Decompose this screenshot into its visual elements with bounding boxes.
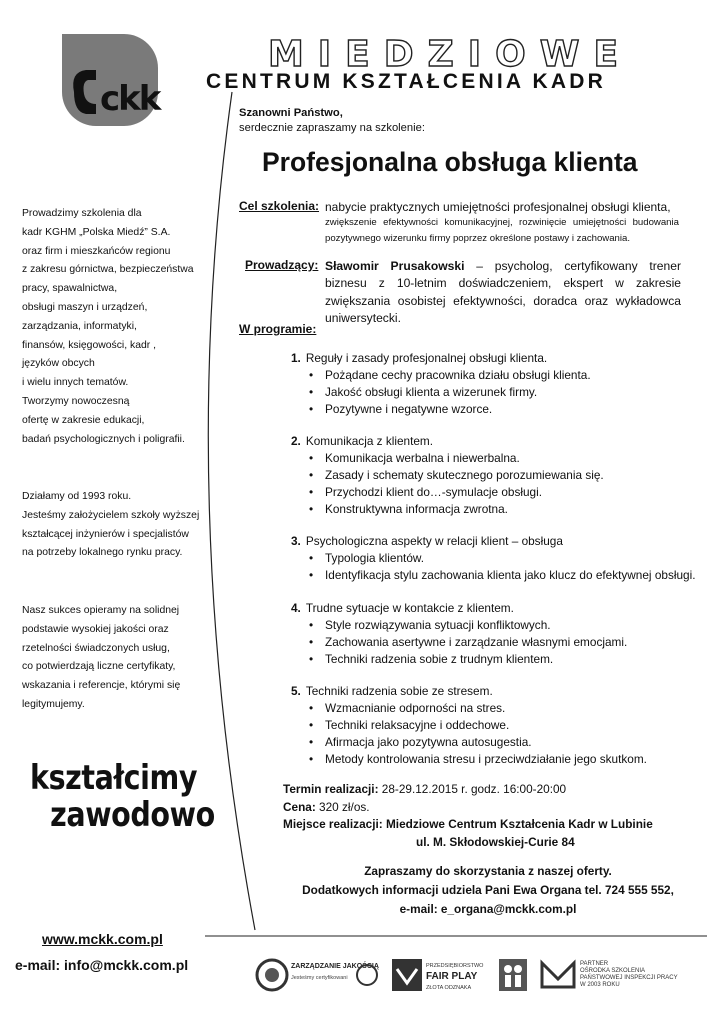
venue-value: Miedziowe Centrum Kształcenia Kadr w Lubinie (382, 817, 653, 831)
program-section (291, 600, 627, 668)
section-item: • Identyfikacja stylu zachowania klienta jako klucz do efektywnej obsługi. (309, 567, 696, 584)
intro-line: z zakresu górnictwa, bezpieczeństwa (22, 264, 194, 276)
intro-line: Prowadzimy szkolenia dla (22, 208, 142, 219)
section-item: • Przychodzi klient do…-symulacje obsługi. (309, 484, 604, 501)
fair-play-logo (392, 955, 492, 995)
svg-text:MIEDZIOWE: MIEDZIOWE (267, 36, 633, 72)
program-section (291, 533, 696, 584)
section-heading (291, 683, 647, 700)
section-item: • Pozytywne i negatywne wzorce. (309, 401, 591, 418)
intro-line: pracy, spawalnictwa, (22, 283, 118, 295)
intro-line: oraz firm i mieszkańców regionu (22, 245, 171, 257)
greeting-invite: serdecznie zapraszamy na szkolenie: (239, 122, 425, 134)
quality-line: podstawie wysokiej jakości oraz (22, 623, 169, 635)
program-section (291, 433, 604, 518)
section-heading (291, 433, 604, 450)
people-icon (497, 955, 529, 995)
section-item: • Wzmacnianie odporności na stres. (309, 700, 647, 717)
svg-text:FAIR PLAY: FAIR PLAY (426, 971, 478, 982)
trainer-name: Sławomir Prusakowski (325, 259, 465, 273)
svg-text:Jesteśmy certyfikowani: Jesteśmy certyfikowani (291, 975, 348, 981)
trainer-text (325, 258, 681, 328)
svg-text:PARTNER OŚRODKA SZKOLENIA: PARTNER OŚRODKA SZKOLENIA PAŃSTWOWEJ INSPEKCJI PRACY W 2003 ROKU (580, 961, 678, 988)
quality-cert-logo (255, 955, 380, 995)
history-line: Działamy od 1993 roku. (22, 491, 132, 502)
goal-text (325, 199, 679, 246)
section-item: • Techniki radzenia sobie z trudnym klientem. (309, 651, 627, 668)
program-section (291, 350, 591, 418)
quality-line: Nasz sukces opieramy na solidnej (22, 605, 180, 616)
section-item: • Konstruktywna informacja zwrotna. (309, 501, 604, 518)
section-number: 3. (291, 534, 301, 548)
quality-line: wskazania i referencje, którymi się (22, 680, 181, 692)
section-title: Psychologiczna aspekty w relacji klient – obsługa (305, 534, 563, 548)
quality-line: rzetelności świadczonych usług, (22, 642, 170, 654)
section-item: • Pożądane cechy pracownika działu obsługi klienta. (309, 367, 591, 384)
closing-invite: Zapraszamy do skorzystania z naszej oferty. (364, 864, 612, 878)
section-number: 4. (291, 601, 301, 615)
svg-text:ZŁOTA ODZNAKA: ZŁOTA ODZNAKA (426, 985, 472, 991)
mckk-logo (56, 32, 166, 130)
greeting-salutation: Szanowni Państwo, (239, 107, 343, 119)
venue-address: ul. M. Skłodowskiej-Curie 84 (416, 834, 575, 849)
closing (283, 862, 693, 919)
svg-text:ZARZĄDZANIE JAKOŚCIĄ: ZARZĄDZANIE JAKOŚCIĄ (291, 963, 379, 970)
history-line: Jesteśmy założycielem szkoły wyższej (22, 509, 200, 521)
trainer-bio: – psycholog, certyfikowany trener biznesu z 10-letnim doświadczeniem, ekspert w zakresie zwiększania osobistej efektywności, doradca oraz wykładowca uniwersytecki. (325, 259, 681, 326)
date-label: Termin realizacji: (283, 782, 379, 796)
brand-subtitle: CENTRUM KSZTAŁCENIA KADR (206, 70, 606, 93)
intro-line: obsługi maszyn i urządzeń, (22, 301, 148, 313)
greeting (239, 106, 425, 136)
intro-line: ofertę w zakresie edukacji, (22, 414, 145, 426)
course-title: Profesjonalna obsługa klienta (262, 147, 638, 177)
intro-line: finansów, księgowości, kadr , (22, 339, 156, 351)
section-item: • Zachowania asertywne i zarządzanie własnymi emocjami. (309, 634, 627, 651)
intro-line: badań psychologicznych i poligrafii. (22, 433, 185, 445)
price-label: Cena: (283, 799, 316, 814)
left-history (22, 488, 199, 563)
intro-line: kadr KGHM „Polska Miedź” S.A. (22, 226, 171, 238)
goal-line-1: nabycie praktycznych umiejętności profesjonalnej obsługi klienta, (325, 200, 671, 214)
intro-line: zarządzania, informatyki, (22, 320, 137, 332)
slogan-line-2: zawodowo (50, 795, 215, 835)
section-item: • Typologia klientów. (309, 550, 696, 567)
intro-line: języków obcych (22, 358, 95, 370)
section-item: • Jakość obsługi klienta a wizerunek firmy. (309, 384, 591, 401)
left-intro (22, 205, 194, 449)
section-item: • Techniki relaksacyjne i oddechowe. (309, 717, 647, 734)
section-item: • Style rozwiązywania sytuacji konfliktowych. (309, 617, 627, 634)
contact-email[interactable]: e-mail: info@mckk.com.pl (15, 957, 189, 973)
slogan (30, 760, 215, 834)
goal-label: Cel szkolenia: (239, 199, 320, 213)
program-label: W programie: (239, 322, 317, 336)
section-number: 5. (291, 684, 301, 698)
quality-line: co potwierdzają liczne certyfikaty, (22, 661, 176, 673)
section-heading (291, 533, 696, 550)
section-title: Techniki radzenia sobie ze stresem. (305, 684, 493, 698)
closing-contact: Dodatkowych informacji udziela Pani Ewa Organa tel. 724 555 552, (302, 883, 674, 897)
date-value: 28-29.12.2015 r. godz. 16:00-20:00 (378, 782, 567, 796)
slogan-line-1: kształcimy (30, 758, 198, 798)
section-heading (291, 350, 591, 367)
section-number: 2. (291, 434, 301, 448)
venue-label: Miejsce realizacji: (283, 817, 383, 831)
section-item: • Afirmacja jako pozytywna autosugestia. (309, 734, 647, 751)
section-heading (291, 600, 627, 617)
price-value: 320 zł/os. (315, 799, 370, 814)
intro-line: Tworzymy nowoczesną (22, 395, 130, 407)
course-details (283, 781, 653, 851)
section-title: Trudne sytuacje w kontakcie z klientem. (305, 601, 514, 615)
svg-text:PRZEDSIĘBIORSTWO: PRZEDSIĘBIORSTWO (426, 963, 484, 969)
logo-text: ckk (100, 79, 160, 119)
closing-email: e-mail: e_organa@mckk.com.pl (399, 902, 577, 916)
history-line: kształcącej inżynierów i specjalistów (22, 528, 189, 540)
quality-line: legitymujemy. (22, 698, 85, 710)
left-quality (22, 602, 180, 715)
section-title: Komunikacja z klientem. (305, 434, 434, 448)
program-section (291, 683, 647, 768)
history-line: na potrzeby lokalnego rynku pracy. (22, 547, 183, 559)
section-item: • Metody kontrolowania stresu i przeciwdziałanie jego skutkom. (309, 751, 647, 768)
intro-line: i wielu innych tematów. (22, 377, 129, 389)
website-link[interactable]: www.mckk.com.pl (42, 931, 163, 947)
section-item: • Zasady i schematy skutecznego porozumiewania się. (309, 467, 604, 484)
section-number: 1. (291, 351, 301, 365)
trainer-label: Prowadzący: (245, 258, 319, 272)
brand-wordmark (200, 36, 700, 72)
labour-inspection-logo (538, 955, 703, 995)
section-title: Reguły i zasady profesjonalnej obsługi klienta. (305, 351, 548, 365)
goal-rest: zwiększenie efektywności komunikacyjnej, rozwinięcie umiejętności budowania pozytywnego wizerunku firmy poprzez określone postawy i zachowania. (325, 217, 679, 244)
section-item: • Komunikacja werbalna i niewerbalna. (309, 450, 604, 467)
